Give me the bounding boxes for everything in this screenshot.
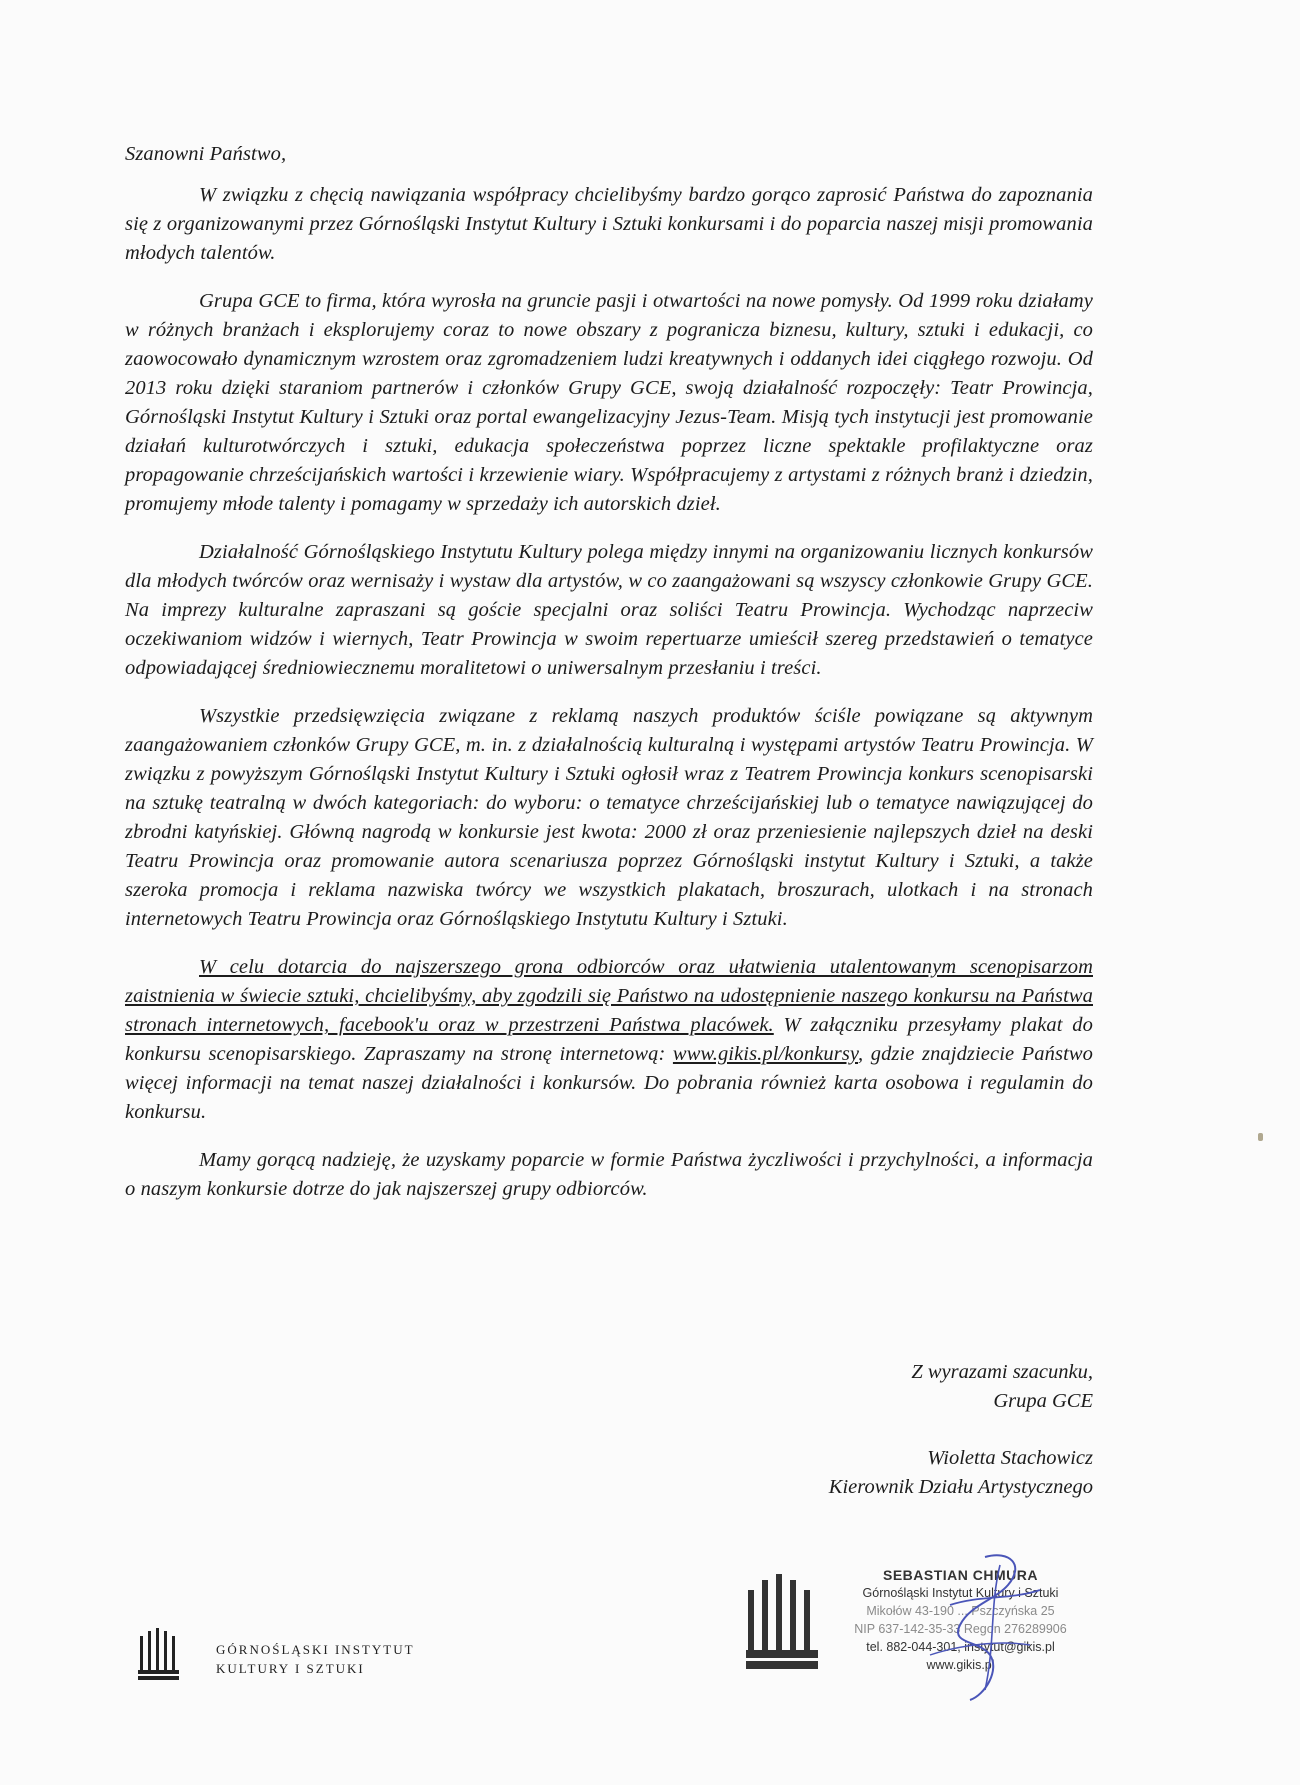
- stamp-web: www.gikis.pl: [926, 1658, 995, 1672]
- contest-website-link[interactable]: www.gikis.pl/konkursy: [672, 1043, 859, 1065]
- stamp-org: Górnośląski Instytut Kultury i Sztuki: [862, 1586, 1059, 1600]
- company-stamp: [838, 1566, 1083, 1674]
- paragraph-hope: Mamy gorącą nadzieję, że uzyskamy poparcie w formie Państwa życzliwości i przychylności, a informacja o naszym konkursie dotrze do jak najszerszej grupy odbiorców.: [125, 1149, 1093, 1200]
- logo-line-1: GÓRNOŚLĄSKI INSTYTUT: [216, 1642, 415, 1657]
- request-middle: W załączniku przesyłamy plakat do konkursu scenopisarskiego. Zapraszamy na stronę internetową:: [125, 1014, 1093, 1065]
- paragraph-activities: Działalność Górnośląskiego Instytutu Kultury polega między innymi na organizowaniu licznych konkursów dla młodych twórców oraz wernisaży i wystaw dla artystów, w co zaangażowani są wszyscy członkowie Grupy GCE. Na imprezy kulturalne zapraszani są goście specjalni oraz soliści Teatru Prowincja. Wychodząc naprzeciw oczekiwaniom widzów i wiernych, Teatr Prowincja w swoim repertuarze umieścił szereg przedstawień o tematyce odpowiadającej średniowiecznemu moralitetowi o uniwersalnym przesłaniu i treści.: [125, 541, 1093, 679]
- signer-title: Kierownik Działu Artystycznego: [828, 1476, 1093, 1498]
- logo-line-2: KULTURY I SZTUKI: [216, 1661, 365, 1676]
- closing: [911, 1358, 1093, 1416]
- paragraph-invitation: W związku z chęcią nawiązania współpracy chcielibyśmy bardzo gorąco zaprosić Państwa do zapoznania się z organizowanymi przez Górnośląski Instytut Kultury i Sztuki konkursami i do poparcia naszej misji promowania młodych talentów.: [125, 184, 1093, 264]
- institute-logo-icon: [138, 1628, 188, 1680]
- request-underlined: W celu dotarcia do najszerszego grona odbiorców oraz ułatwienia utalentowanym scenopisarzom zaistnienia w świecie sztuki, chcielibyśmy, aby zgodzili się Państwo na udostępnienie naszego konkursu na Państwa stronach internetowych, facebook'u oraz w przestrzeni Państwa placówek.: [125, 956, 1093, 1036]
- stamp-ids: NIP 637-142-35-33 Regon 276289906: [854, 1622, 1067, 1636]
- page-speck: [1258, 1133, 1263, 1141]
- signer-name: Wioletta Stachowicz: [927, 1447, 1093, 1469]
- paragraph-request: [125, 953, 1093, 1127]
- stamp-address: Mikołów 43-190 ... Pszczyńska 25: [866, 1604, 1055, 1618]
- stamp-contact: tel. 882-044-301, instytut@gikis.pl: [866, 1640, 1055, 1654]
- paragraph-company: Grupa GCE to firma, która wyrosła na gruncie pasji i otwartości na nowe pomysły. Od 1999 roku działamy w różnych branżach i eksplorujemy coraz to nowe obszary z pogranicza biznesu, kultury, sztuki i edukacji, co zaowocowało dynamicznym wzrostem oraz zgromadzeniem ludzi kreatywnych i oddanych idei ciągłego rozwoju. Od 2013 roku dzięki staraniom partnerów i członków Grupy GCE, swoją działalność rozpoczęły: Teatr Prowincja, Górnośląski Instytut Kultury i Sztuki oraz portal ewangelizacyjny Jezus-Team. Misją tych instytucji jest promowanie działań kulturotwórczych i sztuki, edukacja społeczeństwa poprzez liczne spektakle profilaktyczne oraz propagowanie chrześcijańskich wartości i krzewienie wiary. Współpracujemy z artystami z różnych branż i dziedzin, promujemy młode talenty i pomagamy w sprzedaży ich autorskich dzieł.: [125, 290, 1093, 515]
- stamp-logo-icon: [746, 1570, 826, 1670]
- salutation: Szanowni Państwo,: [125, 143, 287, 165]
- stamp-name: SEBASTIAN CHMURA: [883, 1567, 1038, 1583]
- request-end: , gdzie znajdziecie Państwo więcej informacji na temat naszej działalności i konkursów. Do pobrania również karta osobowa i regulamin do konkursu.: [125, 1043, 1093, 1123]
- institute-logo-text: [216, 1640, 415, 1678]
- closing-regards: Z wyrazami szacunku,: [911, 1361, 1093, 1383]
- paragraph-contest: Wszystkie przedsięwzięcia związane z reklamą naszych produktów ściśle powiązane są aktywnym zaangażowaniem członków Grupy GCE, m. in. z działalnością kulturalną i występami artystów Teatru Prowincja. W związku z powyższym Górnośląski Instytut Kultury i Sztuki ogłosił wraz z Teatrem Prowincja konkurs scenopisarski na sztukę teatralną w dwóch kategoriach: do wyboru: o tematyce chrześcijańskiej lub o tematyce nawiązującej do zbrodni katyńskiej. Główną nagrodą w konkursie jest kwota: 2000 zł oraz przeniesienie najlepszych dzieł na deski Teatru Prowincja oraz promowanie autora scenariusza poprzez Górnośląski instytut Kultury i Sztuki, a także szeroka promocja i reklama nazwiska twórcy we wszystkich plakatach, broszurach, ulotkach i na stronach internetowych Teatru Prowincja oraz Górnośląskiego Instytutu Kultury i Sztuki.: [125, 705, 1093, 930]
- closing-company: Grupa GCE: [993, 1390, 1093, 1412]
- signer-block: [829, 1444, 1093, 1502]
- letter-body: [125, 140, 1093, 1223]
